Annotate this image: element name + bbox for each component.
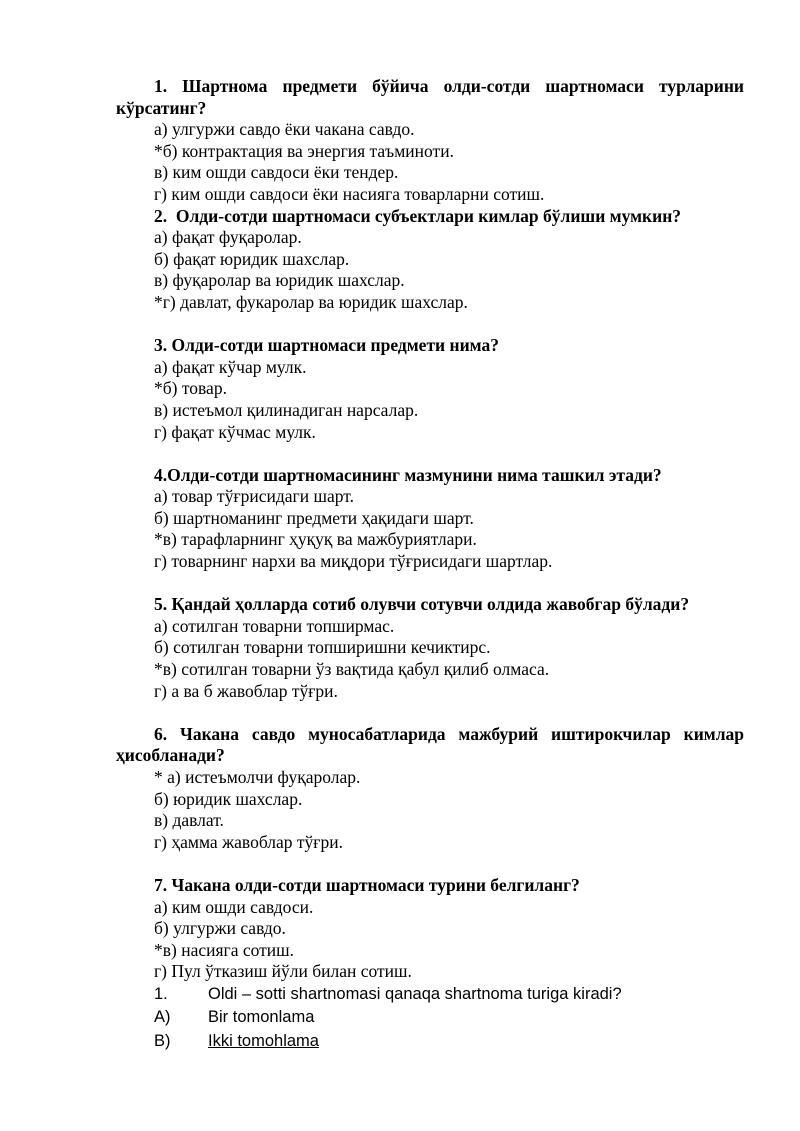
question-5-option-b: б) сотилган товарни топширишни кечиктирс. [154, 637, 491, 658]
question-5-option-v: *в) сотилган товарни ўз вақтида қабул қилиб олмаса. [154, 659, 550, 680]
question-2-title: 2. Олди-сотди шартномаси субъектлари кимлар бўлиши мумкин? [154, 205, 682, 226]
latin-option-b-text: Ikki tomohlama [208, 1031, 319, 1050]
question-7-option-a: а) ким ошди савдоси. [154, 896, 314, 917]
question-4-title: 4.Олди-сотди шартномасининг мазмунини нима ташкил этади? [154, 464, 662, 485]
latin-option-a-text: Bir tomonlama [208, 1008, 315, 1027]
question-1-option-v: в) ким ошди савдоси ёки тендер. [154, 162, 399, 183]
question-7-title: 7. Чакана олди-сотди шартномаси турини белгиланг? [154, 874, 580, 895]
question-1-option-g: г) ким ошди савдоси ёки насияга товарларни сотиш. [154, 183, 545, 204]
question-5-option-g: г) а ва б жавоблар тўғри. [154, 680, 338, 701]
question-7-option-v: *в) насияга сотиш. [154, 939, 294, 960]
question-1-option-a: а) улгуржи савдо ёки чакана савдо. [154, 119, 415, 140]
question-6-option-v: в) давлат. [154, 810, 224, 831]
spacer [116, 573, 744, 595]
question-3-option-g: г) фақат кўчмас мулк. [154, 421, 316, 442]
latin-question-text: Oldi – sotti shartnomasi qanaqa shartnoma turiga kiradi? [208, 984, 622, 1003]
latin-question [116, 983, 744, 1007]
latin-option-a-letter: A) [154, 1008, 171, 1027]
latin-option-a [116, 1006, 744, 1030]
question-5-option-a: а) сотилган товарни топширмас. [154, 615, 395, 636]
spacer [116, 443, 744, 465]
spacer [116, 853, 744, 875]
question-6-option-g: г) ҳамма жавоблар тўғри. [154, 831, 343, 852]
question-2-option-v: в) фуқаролар ва юридик шахслар. [154, 270, 405, 291]
document-body [116, 76, 744, 1053]
spacer [116, 702, 744, 724]
question-6-title: 6. Чакана савдо муносабатларида мажбурий иштирокчилар кимлар ҳисобланади? [116, 723, 744, 766]
question-6-option-a: * а) истеъмолчи фуқаролар. [154, 767, 361, 787]
question-3-option-a: а) фақат кўчар мулк. [154, 356, 307, 377]
question-3-option-b: *б) товар. [154, 378, 227, 399]
question-4-option-a: а) товар тўғрисидаги шарт. [154, 486, 354, 507]
question-4-option-v: *в) тарафларнинг ҳуқуқ ва мажбуриятлари. [154, 529, 477, 550]
question-2-option-b: б) фақат юридик шахслар. [154, 248, 350, 269]
question-1-title: 1. Шартнома предмети бўйича олди-сотди шартномаси турларини кўрсатинг? [116, 76, 744, 118]
question-3-title: 3. Олди-сотди шартномаси предмети нима? [154, 335, 499, 356]
question-1-option-b: *б) контрактация ва энергия таъминоти. [154, 140, 454, 161]
latin-option-b [116, 1030, 744, 1054]
latin-question-number: 1. [154, 984, 168, 1003]
question-3-option-v: в) истеъмол қилинадиган нарсалар. [154, 399, 419, 420]
spacer [116, 314, 744, 336]
question-5-title: 5. Қандай ҳолларда сотиб олувчи сотувчи олдида жавобгар бўлади? [154, 594, 690, 615]
question-4-option-g: г) товарнинг нархи ва миқдори тўғрисидаги шартлар. [154, 551, 553, 572]
question-2-option-g: *г) давлат, фукаролар ва юридик шахслар. [154, 291, 468, 312]
question-2-option-a: а) фақат фуқаролар. [154, 227, 302, 248]
question-6-option-b: б) юридик шахслар. [154, 788, 303, 809]
question-7-option-b: б) улгуржи савдо. [154, 918, 286, 939]
latin-option-b-letter: B) [154, 1031, 171, 1050]
question-7-option-g: г) Пул ўтказиш йўли билан сотиш. [154, 961, 412, 982]
question-4-option-b: б) шартноманинг предмети ҳақидаги шарт. [154, 507, 474, 528]
